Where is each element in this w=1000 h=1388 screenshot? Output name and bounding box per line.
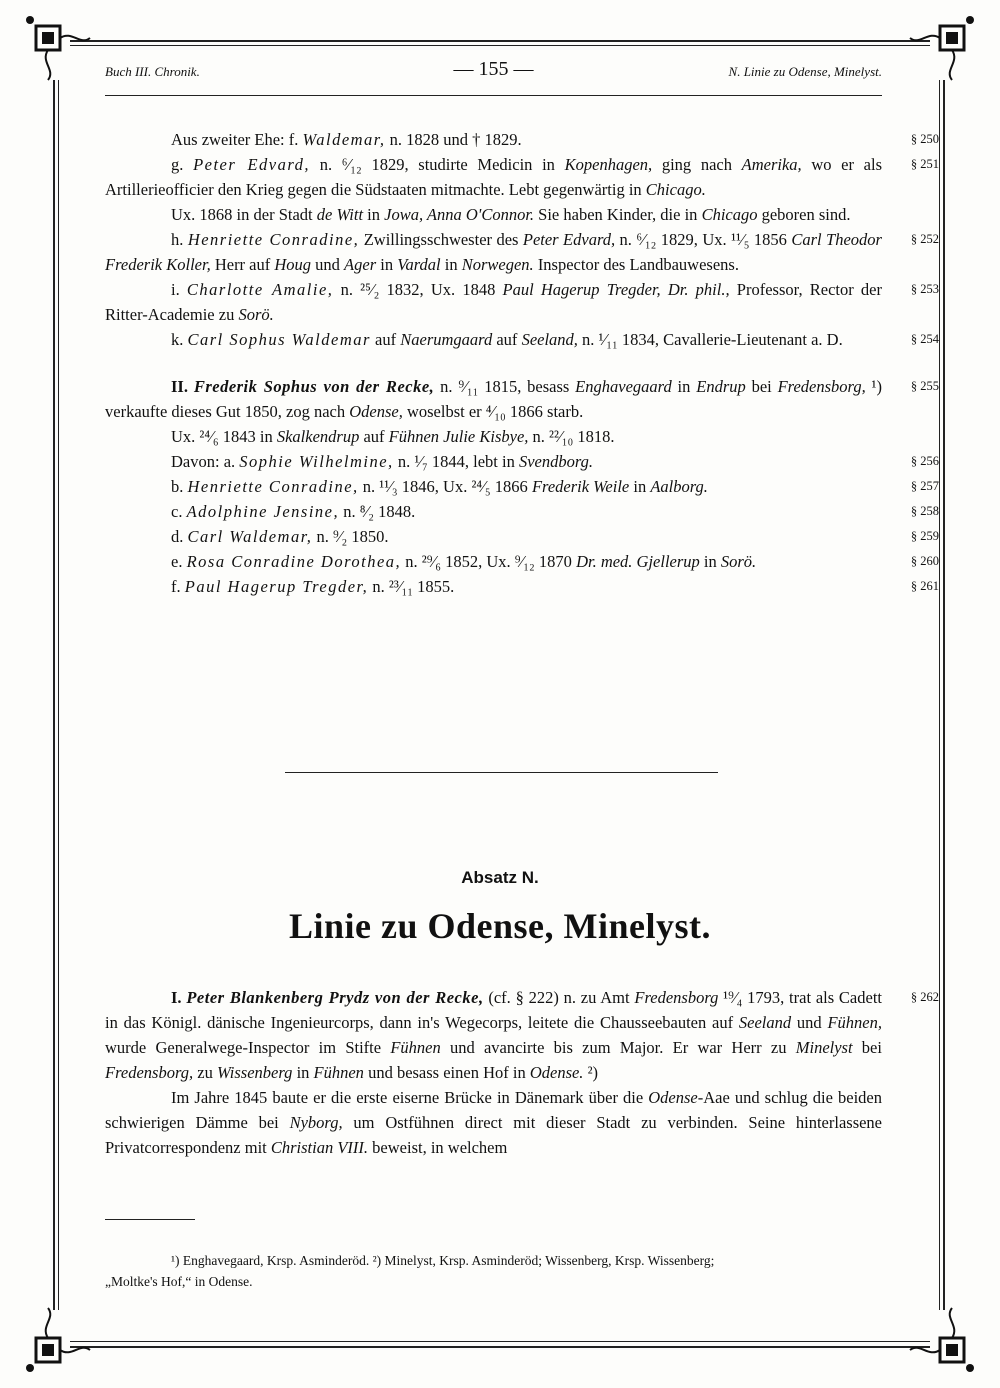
ornament-top-right-icon xyxy=(908,12,978,82)
place-name: Odense. xyxy=(529,1063,584,1082)
text-segment: in xyxy=(363,205,385,224)
entry-253 xyxy=(105,277,939,327)
entry-262-bridge xyxy=(105,1085,882,1160)
generation-number: II. xyxy=(171,377,188,396)
place-name: Chicago. xyxy=(645,180,706,199)
text-segment: n. ²⁵⁄₂ 1832, Ux. 1848 xyxy=(333,280,503,299)
section-ref: § 258 xyxy=(910,504,939,518)
text-segment: um Ostfühnen direct mit dieser Stadt zu verbinden. Seine hinterlassene Privatcorrespondenz mit xyxy=(105,1113,883,1157)
place-name: Fühnen xyxy=(313,1063,364,1082)
text-segment: n. 1828 und † 1829. xyxy=(385,130,522,149)
text-segment: f. xyxy=(171,577,185,596)
text-segment: d. xyxy=(171,527,188,546)
header-book-chronicle: Buch III. Chronik. xyxy=(105,64,200,79)
text-segment: n. ²³⁄₁₁ 1855. xyxy=(368,577,455,596)
place-name: Fredensborg, xyxy=(105,1063,194,1082)
text-segment: in xyxy=(629,477,651,496)
page-number: — 155 — xyxy=(453,58,534,80)
text-segment: und xyxy=(791,1013,828,1032)
text-segment: ¹) verkaufte dieses Gut 1850, zog nach xyxy=(105,377,882,421)
text-segment: Sie haben Kinder, die in xyxy=(534,205,702,224)
ornament-bottom-left-icon xyxy=(22,1306,92,1376)
text-segment: n. ¹⁄₁₁ 1834, Cavallerie-Lieutenant a. D. xyxy=(577,330,843,349)
person-name: Carl Sophus Waldemar xyxy=(187,330,371,349)
text-segment: und besass einen Hof in xyxy=(363,1063,530,1082)
place-name: Odense xyxy=(648,1088,698,1107)
frame-right-line-inner xyxy=(939,80,940,1310)
text-segment: n. ²²⁄₁₀ 1818. xyxy=(528,427,615,446)
place-name: Seeland xyxy=(738,1013,792,1032)
text-segment: h. xyxy=(171,230,188,249)
text-segment: in xyxy=(376,255,398,274)
text-segment: Herr auf xyxy=(210,255,275,274)
frame-bottom-line xyxy=(70,1346,930,1348)
text-segment: geboren sind. xyxy=(757,205,851,224)
person-name: Peter Blankenberg Prydz von der Recke, xyxy=(186,988,484,1007)
person-name: Adolphine Jensine, xyxy=(186,502,340,521)
text-segment: n. ⁹⁄₂ 1850. xyxy=(312,527,389,546)
section-ref: § 257 xyxy=(910,479,939,493)
section-ref: § 250 xyxy=(910,132,939,146)
person-name: Carl Theodor Frederik Koller, xyxy=(105,230,882,274)
place-name: Houg xyxy=(274,255,312,274)
text-segment: woselbst er ⁴⁄₁₀ 1866 starb. xyxy=(402,402,584,421)
section-ref: § 251 xyxy=(910,157,939,171)
entry-254 xyxy=(105,327,939,352)
frame-top-line xyxy=(70,40,930,42)
place-name: Fredensborg xyxy=(634,988,719,1007)
entry-256 xyxy=(105,449,939,474)
person-name: Carl Waldemar, xyxy=(187,527,313,546)
entry-251-marriage xyxy=(105,202,882,227)
section-title: Linie zu Odense, Minelyst. xyxy=(288,906,711,946)
text-segment: auf xyxy=(370,330,401,349)
place-name: Amerika, xyxy=(741,155,802,174)
section-ref: § 253 xyxy=(910,282,939,296)
header-line-title: N. Linie zu Odense, Minelyst. xyxy=(728,64,882,79)
place-name: Ager xyxy=(344,255,377,274)
person-name: Frederik Sophus von der Recke, xyxy=(193,377,435,396)
place-name: Minelyst xyxy=(795,1038,853,1057)
footnotes xyxy=(105,1250,882,1292)
text-segment: Ux. 1868 in der Stadt xyxy=(171,205,317,224)
entry-261 xyxy=(105,574,939,599)
person-name: Rosa Conradine Dorothea, xyxy=(186,552,402,571)
line-body xyxy=(105,985,939,1160)
text-segment: ²) xyxy=(583,1063,599,1082)
place-name: Sorö. xyxy=(238,305,274,324)
person-name: Peter Edvard, xyxy=(193,155,311,174)
text-segment: bei xyxy=(745,377,778,396)
section-ref: § 256 xyxy=(910,454,939,468)
entry-260 xyxy=(105,549,939,574)
place-name: Aalborg. xyxy=(650,477,708,496)
text-segment: c. xyxy=(171,502,187,521)
text-segment: Im Jahre 1845 baute er die erste eiserne Brücke in Dänemark über die xyxy=(171,1088,649,1107)
person-name: Peter Edvard, xyxy=(522,230,616,249)
text-segment: g. xyxy=(171,155,194,174)
text-segment: n. ⁶⁄₁₂ 1829, studirte Medicin in xyxy=(310,155,565,174)
text-segment: Inspector des Landbauwesens. xyxy=(533,255,739,274)
text-segment: und avancirte bis zum Major. Er war Herr zu xyxy=(440,1038,796,1057)
text-segment: und xyxy=(311,255,345,274)
text-segment: bei xyxy=(852,1038,882,1057)
section-ref: § 259 xyxy=(910,529,939,543)
section-ref: § 252 xyxy=(910,232,939,246)
entry-250 xyxy=(105,127,939,152)
text-segment: n. ⁸⁄₂ 1848. xyxy=(339,502,416,521)
generation-number: I. xyxy=(171,988,182,1007)
person-name: Henriette Conradine, xyxy=(187,477,359,496)
person-name: Waldemar, xyxy=(302,130,386,149)
text-segment: in xyxy=(671,377,697,396)
frame-left-line-inner xyxy=(58,80,59,1310)
text-segment: ging nach xyxy=(652,155,742,174)
text-segment: n. ⁹⁄₁₁ 1815, besass xyxy=(434,377,576,396)
section-ref: § 261 xyxy=(910,579,939,593)
text-segment: n. ⁶⁄₁₂ 1829, Ux. ¹¹⁄₅ 1856 xyxy=(615,230,792,249)
text-segment: -Aae und schlug die beiden schwierigen Dämme bei xyxy=(105,1088,883,1132)
text-segment: ¹⁹⁄₄ 1793, trat als Cadett in das Königl. dänische Ingenieurcorps, dann in's Wegecorps, leitete die Chausseebauten auf xyxy=(105,988,882,1032)
text-segment: in xyxy=(699,552,721,571)
running-header xyxy=(105,58,882,86)
text-segment: (cf. § 222) n. zu Amt xyxy=(483,988,635,1007)
person-name: Paul Hagerup Tregder, Dr. phil., xyxy=(502,280,730,299)
text-segment: beweist, in welchem xyxy=(368,1138,508,1157)
text-segment: auf xyxy=(492,330,522,349)
text-segment: auf xyxy=(359,427,389,446)
text-segment: n. ¹¹⁄₃ 1846, Ux. ²⁴⁄₅ 1866 xyxy=(358,477,532,496)
text-segment: Zwillingsschwester des xyxy=(359,230,523,249)
place-name: Wissenberg xyxy=(216,1063,293,1082)
ornament-bottom-right-icon xyxy=(908,1306,978,1376)
person-name: Sophie Wilhelmine, xyxy=(239,452,394,471)
person-name: Paul Hagerup Tregder, xyxy=(184,577,369,596)
text-segment: n. ²⁹⁄₆ 1852, Ux. ⁹⁄₁₂ 1870 xyxy=(401,552,577,571)
section-label: Absatz N. xyxy=(461,868,539,887)
place-name: Fühnen xyxy=(390,1038,441,1057)
place-name: Endrup xyxy=(696,377,746,396)
text-segment: e. xyxy=(171,552,187,571)
text-segment: Ux. ²⁴⁄₆ 1843 in xyxy=(171,427,277,446)
genealogy-entries xyxy=(105,127,939,599)
entry-255-marriage xyxy=(105,424,882,449)
text-segment: wurde Generalwege-Inspector im Stifte xyxy=(105,1038,391,1057)
frame-top-line-inner xyxy=(70,45,930,46)
footnote-line-1: ¹) Enghavegaard, Krsp. Asminderöd. ²) Minelyst, Krsp. Asminderöd; Wissenberg, Krsp. Wissenberg; xyxy=(171,1253,715,1268)
entry-255 xyxy=(105,374,939,424)
text-segment: Aus zweiter Ehe: f. xyxy=(171,130,303,149)
entry-252 xyxy=(105,227,939,277)
text-segment: zu xyxy=(193,1063,217,1082)
person-name: Frederik Weile xyxy=(531,477,630,496)
place-name: Sorö. xyxy=(720,552,757,571)
text-segment: Professor, Rector der Ritter-Academie zu xyxy=(105,280,883,324)
place-name: Jowa, Anna O'Connor. xyxy=(384,205,535,224)
person-name: Charlotte Amalie, xyxy=(186,280,334,299)
place-name: Fredensborg, xyxy=(777,377,866,396)
section-ref: § 254 xyxy=(910,332,939,346)
place-name: Svendborg. xyxy=(518,452,594,471)
section-ref: § 262 xyxy=(910,990,939,1004)
place-name: Skalkendrup xyxy=(276,427,360,446)
section-ref: § 260 xyxy=(910,554,939,568)
person-name: Dr. med. Gjellerup xyxy=(576,552,700,571)
entry-259 xyxy=(105,524,939,549)
person-name: Henriette Conradine, xyxy=(187,230,360,249)
text-segment: n. ¹⁄₇ 1844, lebt in xyxy=(393,452,519,471)
text-segment: k. xyxy=(171,330,188,349)
place-name: Kopenhagen, xyxy=(564,155,653,174)
text-segment: i. xyxy=(171,280,187,299)
frame-bottom-line-inner xyxy=(70,1341,930,1342)
entry-257 xyxy=(105,474,939,499)
text-segment: Davon: a. xyxy=(171,452,240,471)
place-name: Vardal xyxy=(397,255,441,274)
person-name: Christian VIII. xyxy=(270,1138,369,1157)
text-segment: in xyxy=(292,1063,314,1082)
place-name: Fühnen, xyxy=(827,1013,882,1032)
ornament-top-left-icon xyxy=(22,12,92,82)
text-segment: b. xyxy=(171,477,188,496)
place-name: Naerumgaard xyxy=(400,330,493,349)
footnote-rule xyxy=(105,1219,195,1220)
person-name: Fühnen Julie Kisbye, xyxy=(388,427,529,446)
footnote-line-2: „Moltke's Hof,“ in Odense. xyxy=(105,1274,253,1289)
place-name: Odense, xyxy=(349,402,403,421)
place-name: Enghavegaard xyxy=(575,377,672,396)
place-name: Nyborg, xyxy=(289,1113,343,1132)
place-name: Seeland, xyxy=(521,330,578,349)
section-divider xyxy=(285,772,718,773)
section-ref: § 255 xyxy=(910,379,939,393)
text-segment: wo er als Artillerieofficier den Krieg gegen die Südstaaten mitmachte. Lebt gegenwärtig in xyxy=(105,155,883,199)
entry-262 xyxy=(105,985,939,1085)
frame-left-line xyxy=(53,80,55,1310)
place-name: Chicago xyxy=(701,205,758,224)
text-segment: in xyxy=(440,255,462,274)
frame-right-line xyxy=(943,80,945,1310)
entry-251 xyxy=(105,152,939,202)
header-rule xyxy=(105,95,882,96)
entry-258 xyxy=(105,499,939,524)
place-name: Norwegen. xyxy=(461,255,534,274)
place-name: de Witt xyxy=(316,205,364,224)
